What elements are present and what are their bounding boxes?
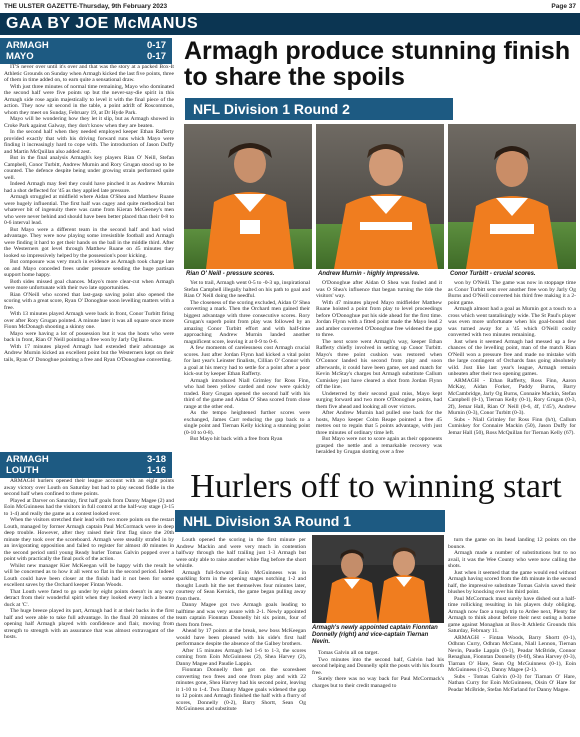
article-paragraph: The huge breeze played its part, Armagh had it at their backs in the first half and were able to take full advantage. In the final 20 minutes of the opening half Armagh played with confidence and flair, moving from strength to strength with an assurance that was almost extravagant of the hosts. [4, 608, 174, 640]
article-paragraph: When the visitors stretched their lead with two more points on the restart Louth, managed by former Armagh captain Paul McCormack were in deep deep trouble. However, after they raised their first flag since the 20th minute they took over the scoreboard. Armagh were steadily strafed in by an invigorating opposition and failed to register for almost 40 minutes in the second period until young Ready hurler Tomas Galvin popped over a point with practically the final puck of the action. [4, 517, 174, 562]
article-paragraph: With just three minutes of normal time remaining, Mayo who dominated the second half were five points up but the never-say-die spirit in this Armagh side rose again majestically to level it with the final piece of the action. They now sit second in the table, a point adrift of Roscommon, whom they meet on Sunday, February 19, at Dr Hyde Park. [4, 83, 174, 116]
article2-competition-banner: NHL Division 3A Round 1 [175, 510, 445, 532]
section-title: GAA BY JOE McMANUS [6, 15, 199, 32]
captains-photo-graphic [312, 535, 444, 623]
score-row-home [6, 40, 166, 51]
article-paragraph: ARMAGH - Fintan Woods, Barry Shortt (0-1), Odhran Curry, Odhran McCann, Niall Lennon, Tiernan Nevin, Paudie Lappin (0-1), Peadar McBride, Connor Renaghan, Fionntan Donnelly (0-6f), Shea Harvey (0-3), Tiarnan O' Hare, Sean Og McGuinness (0-1), Eoin McGuinness (1-2), Danny Magee (2-1). [448, 634, 576, 673]
article-paragraph: Armagh struggled at midfield where Aidan O'Shea and Matthew Ruane were hugely influential. The first half was cagey and quite methodical but whatever bit of ingenuity there was came from Kieran McGeeney's men who were never behind and should have been better placed than their 0-8 to 0-6 interval lead. [4, 194, 174, 226]
masthead-date: THE ULSTER GAZETTE-Thursday, 9th February 2023 [4, 2, 168, 10]
article-paragraph: A few moments of carelessness cost Armagh crucial scores. Just after Jordan Flynn had kicked a vital point for last year's Leinster finalists, Cillian O' Connor with a goal at his mercy had to settle for a point after a poor kick-out by keeper Ethan Rafferty. [184, 345, 310, 377]
article-paragraph: Paul McCormack must surely have dished out a half-time rollicking resulting in his players duly obliging. Armagh now face a tough trip to Ardee next, Plenty for Armagh to think about before their next outing a home game against Monaghan at Box-It Athletic Grounds this Saturday, February 11. [448, 595, 576, 634]
home-score: 3-18 [146, 454, 166, 465]
away-score: 1-16 [146, 465, 166, 476]
article1-column-3 [316, 280, 442, 464]
page-number: Page 37 [551, 2, 576, 10]
article-paragraph: After Andrew Murnin had pulled one back for the hosts, Mayo keeper Colm Reape pointed a free 45 metres out to regain that 5 points advantage, with just three minutes of ordinary time left. [316, 410, 442, 436]
score-row-home [6, 454, 166, 465]
article-paragraph: As the tempo heightened further scores were exchanged, James Carr reducing the gap back to a single point and Tiernan Kelly kicking a stunning point (0-10 to 0-8). [184, 410, 310, 436]
article-paragraph: Indeed Armagh may feel they could have pinched it as Andrew Murnin had a shot deflected for '45 as they applied late pressure. [4, 181, 174, 194]
article-paragraph: Yet to trail, Armagh went 0-5 to -0-3 up, inspirational Stefan Campbell illegally halted on his path to goal and Rian O' Neill doing the needful. [184, 280, 310, 299]
article-paragraph: Tomas Galvin all on target. [318, 650, 379, 656]
article1-photo-strip [184, 124, 576, 269]
article2-column-2 [176, 537, 306, 734]
article1-column-2 [184, 280, 310, 464]
score-row-away [6, 465, 166, 476]
article-paragraph: The next score went Armagh's way, keeper Ethan Rafferty chiefly involved in setting up Conor Turbitt. Mayo's three point cushion was restored when O'Connor landed his second from play and soon afterwards, it could have been game, set and match for Kevin McStay's charges but Armagh substitute Callum Cumiskey just have cleared a shot from Jordan Flynn off the line. [316, 338, 442, 390]
article-paragraph: Undeterred by their second goal miss, Mayo kept surging forward and two more O'Donoghue points, had them five ahead and looking all over victors. [316, 390, 442, 410]
article-paragraph: But composure was very much in evidence as Armagh took charge late on and Mayo conceded frees under pressure sending the huge partisan support home happy. [4, 259, 174, 278]
home-team: ARMAGH [6, 40, 49, 51]
away-team: LOUTH [6, 465, 39, 476]
article-paragraph: Mayo were having a lot of possession but it was the hosts who were back in front, Rian O' Neill pointing a free won by Jarly Og Burns. [4, 330, 174, 343]
article-paragraph: The closeness of the scoring excluded, Aidan O' Shea converting a mark. Then the Orchard men gained their biggest advantage with three consecutive scores. Rory Grugan's superb point from play was followed by an amazing Conor Turbitt effort and with half-time approaching Andrew Murnin landed another magnificent score, leaving it at 0-9 to 0-6. [184, 299, 310, 345]
article-paragraph: Played at Darver on Saturday, first half goals from Danny Magee (2) and Eoin McGuinness had the visitors in full control at the half-way stage (3-15 to 1-4) and really the game as a contest looked over. [4, 497, 174, 517]
article2-photo-caption: Armagh's newly appointed captain Fionntan Donnelly (right) and vice-captain Tiernan Nevin. [312, 625, 438, 645]
article2-column-4 [448, 537, 576, 734]
article1-competition-banner: NFL Division 1 Round 2 [185, 98, 453, 120]
away-team: MAYO [6, 51, 34, 62]
players-photo-graphic [184, 124, 576, 269]
article-paragraph: Just when it seemed that the game would end without Armagh having scored from the 4th minute in the second half, the impressive substitute Tomas Galvin saved their blushes by knocking over his third point. [448, 569, 576, 595]
score-row-away [6, 51, 166, 62]
article-paragraph: Louth opened the scoring in the first minute per Andrew Mackin and were very much in contention halfway through the half trailing just 1-3 Armagh but were only able to raise another white flag before the short whistle. [176, 537, 306, 569]
article-paragraph: With 47 minutes played Mayo midfielder Matthew Ruane hoisted a point from play to level proceedings before O'Donoghue put his side ahead for the first time. Jordan Flynn with a fitted point made the Mayo lead 2 and amber converted O'Donoghue free widened the gap to three. [316, 299, 442, 338]
article-paragraph: That Louth were fated to go under by eight points doesn't in any way detract from their wonderful spirit when they looked every inch a beaten duck at 'C'. [4, 588, 174, 608]
section-bar [0, 13, 580, 35]
article-paragraph: Mayo will be wondering how they let it slip, but as Armagh showed in Croke Park against Galway, they don't know when they are beaten. [4, 116, 174, 129]
photo-caption-murnin: Andrew Murnin - highly impressive. [318, 271, 420, 277]
article1-column-4 [448, 280, 576, 464]
article1-column-1 [4, 64, 174, 448]
article-paragraph: won by O'Neill. The game was now in stoppage time as Conor Turbitt sent over another free won by Jarly Og Burns and O'Neill converted his third free making it a 2-point game. [448, 280, 576, 306]
article-paragraph: Rian O'Neill who scored that last-gasp saving point also opened the scoring with a great score, Ryan O' Donoghue soon levelling matters with a free. [4, 291, 174, 311]
page-masthead [0, 0, 580, 12]
article-paragraph: In the second half when they needed employed keeper Ethan Rafferty provided exactly that with his driving forward runs which Mayo were finding it increasingly hard to cope with. The introduction of Jason Duffy and Martin McQuillan also added zest. [4, 129, 174, 155]
article2-column-1 [4, 478, 174, 734]
article-paragraph: Surely there was no way back for Paul McCormack's charges but to their credit managed to [312, 676, 444, 689]
article-paragraph: IT'S never over until it's over and that was the story at a packed Box-It Athletic Grounds on Sunday when Armagh kicked the last five points, three of them in time added on, to earn quite a sensational draw. [4, 64, 174, 83]
article2-headline: Hurlers off to winning start [190, 468, 562, 505]
article-paragraph: ARMAGH hurlers opened their league account with an eight points away victory over Louth on Saturday but had to play second fiddle in the second half when confined to three points. [4, 478, 174, 497]
article1-headline: Armagh produce stunning finish to share the spoils [184, 37, 571, 91]
article-paragraph: Both sides missed goal chances. Mayo's more clear-cut when Armagh were more unfortunate with their two late opportunities. [4, 278, 174, 291]
article-paragraph: But Mayo were not to score again as their opponents grasped the nettle and a remarkable recovery was heralded by Grugan slotting over a free [316, 436, 442, 455]
article-paragraph: Armagh introduced Niall Grimley for Ross Finn, who had been yellow carded and now were quickly traded. Rory Grugan opened the second half with his third of the game and Aidan O' Shea scored from close range at the other end. [184, 377, 310, 410]
photo-caption-turbitt: Conor Turbitt - crucial scores. [450, 271, 536, 277]
article-paragraph: Just when it seemed Armagh had messed up a few chances of the levelling point, man of the match Rian O'Neill won a pressure free and made no mistake with the large contingent of Orchards fans going absolutely wild. Just like last year's league, Armagh remain unbeaten after their two opening games. [448, 338, 576, 377]
article-paragraph: Armagh full-forward Eoin McGuinness was in sparkling form in the opening stages notching 1-2 and thought Louth hit the net themselves four minutes later, courtesy of Sean Kernick, the game began pulling away from them. [176, 569, 306, 602]
article-paragraph: After 15 minutes Armagh led 1-6 to 1-3, the scores coming from Eoin McGuinness (2), Shea Harvey (2), Danny Magee and Paudie Lappin. [176, 647, 306, 667]
article-paragraph: Fionntan Donnelly then got on the scoresheet converting two frees and one from play and with 22 minutes gone, Shea Harvey had his second point, leaving it 1-10 to 1-4. Two Danny Magee goals widened the gap to 12 points and Armagh finished the half with a flurry of scores, Donnelly (0-2), Barry Shortt, Sean Og McGuinness and substitute [176, 667, 306, 712]
scorebox-armagh-mayo [0, 38, 172, 64]
article-paragraph: turn the game on its head landing 12 points on the bounce. [448, 537, 576, 550]
photo-caption-o-neill: Rian O' Neill - pressure scores. [186, 271, 275, 277]
article-paragraph: Two minutes into the second half, Galvin had his second helping and Donnelly split the posts with his fourth free. [312, 656, 444, 676]
article2-photo [312, 535, 444, 623]
article-paragraph: Ahead by 17 points at the break, new boss McKeegan would have been pleased with his side's first half performance despite the absence of the Galbey brothers. [176, 628, 306, 647]
article-paragraph: But Mayo were a different team in the second half and had wind advantage. They were now playing some irresistible football and Armagh were finding it hard to get their hands on the ball in the middle third. After the Westerners got level through Matthew Ruane on 45 minutes they looked so impressively helped by the possession's poor kicking. [4, 226, 174, 259]
article-paragraph: Whilst new manager Kier McKeegan will be happy with the result he will be concerned as to how it all went so flat in the second period. Indeed Louth could have been closer at the finish had it not been for some excellent saves by the Orchard keeper Fintan Woods. [4, 562, 174, 588]
article-paragraph: O'Donoghue after Aidan O Shea was fouled and it was O Shea's influence that began turning the tide the visitors' way. [316, 280, 442, 299]
article-paragraph: ARMAGH - Ethan Rafferty, Ross Finn, Aaron McKay, Aidan Forker, Paddy Burns, Barry McCambridge, Jarly Og Burns, Connaire Mackin, Stefan Campbell (0-1), Tiernan Kelly (0-1), Rory Grugan (0-3, 2f), Jemar Hall, Rian O' Neill (0-6, 4f, 1'45'), Andrew Murnin (0-3), Conor Turbitt (0-3). [448, 377, 576, 416]
home-score: 0-17 [146, 40, 166, 51]
article-paragraph: But in the final analysis Armagh's key players Rian O' Neill, Stefan Campbell, Conor Turbitt, Andrew Murnin and Rory Grugan stood up to be counted. The defence despite being under growing strain performed quite well. [4, 155, 174, 181]
article-paragraph: Subs - Tomas Galvin (0-3) for Tiarnan O' Hare, Nathan Curry for Eoin McGuinness, Oisin O' Hare for Peadar McBride, Stefan McFarland for Danny Magee. [448, 673, 576, 693]
article-paragraph: Danny Magee got two Armagh goals leading to halftime and was very assure with 2-1. Newly appointed team captain Fionntan Donnelly hit six points, four of them from frees. [176, 602, 306, 628]
article2-column-3 [312, 650, 444, 734]
home-team: ARMAGH [6, 454, 49, 465]
article-paragraph: Armagh almost had a goal as Murnin got a touch to a cross which went tantalisingly wide. The St Paul's player was even more unfortunate when his goal-bound shot was turned away for a '45 which O'Neill coolly converted with two minutes remaining. [448, 306, 576, 338]
article-paragraph: With 17 minutes played Armagh had extended their advantage as Andrew Murnin kicked an excellent point but the Westerners kept on their tails, Ryan O' Donoghue pointing a free and Ryan O'Donoghue converting. [4, 343, 174, 363]
scorebox-armagh-louth [0, 452, 172, 478]
article-paragraph: Subs - Niall Grimley for Ross Finn (h/t), Callum Cumiskey for Connaire Mackin (50), Jason Duffy for Jemar Hall (50), Ross McQuillan for Tiernan Kelly (67). [448, 416, 576, 436]
away-score: 0-17 [146, 51, 166, 62]
article-paragraph: But Mayo hit back with a free from Ryan [190, 436, 283, 442]
article-paragraph: With 13 minutes played Armagh were back in front, Conor Turbitt firing over after Rory Grugan pointed. A minute later it was all square once more Fionn McDonagh shooting a skinny one. [4, 311, 174, 330]
article-paragraph: Armagh made a number of substitutions but to no avail, it was the Wee County who were now calling the shots. [448, 550, 576, 569]
